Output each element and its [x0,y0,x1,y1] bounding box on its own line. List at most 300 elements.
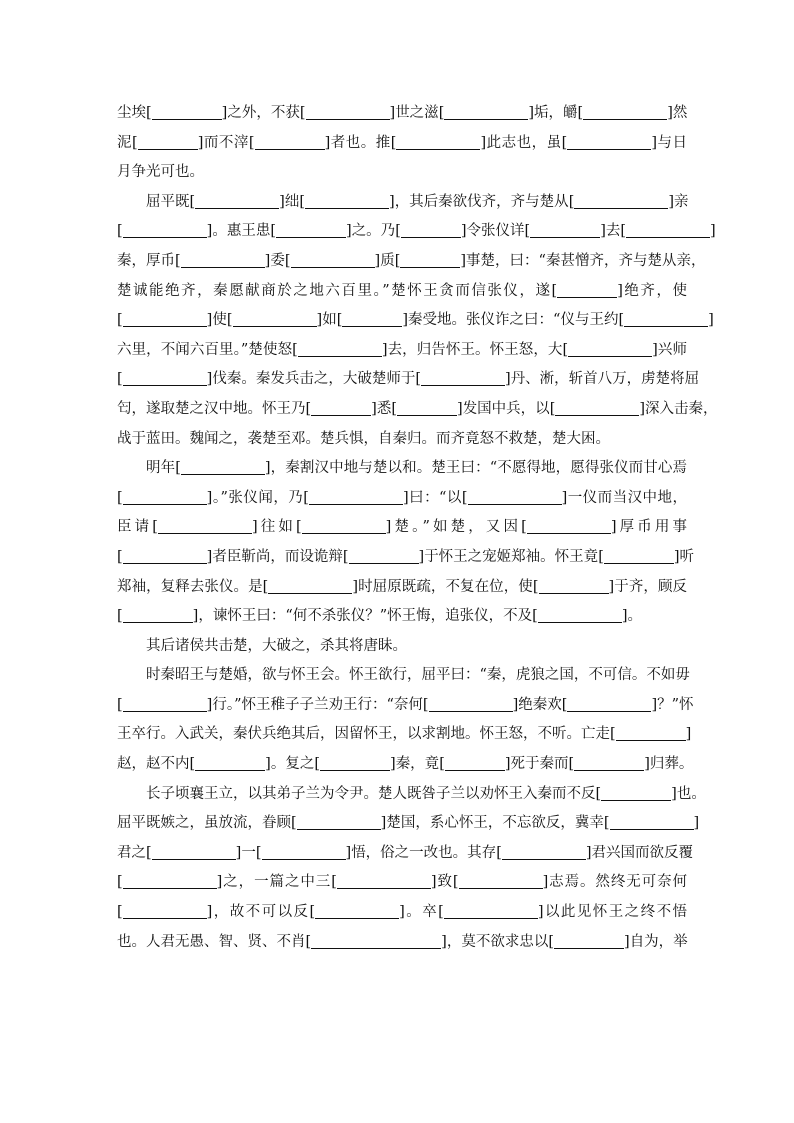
text-line [117,277,687,307]
bracket-close: ] [265,756,271,773]
blank-underline[interactable] [604,549,674,564]
text-segment: 伐秦。秦发兵击之，大破楚师于 [212,371,416,388]
blank-underline[interactable] [610,815,694,830]
bracket-open: [ [395,223,401,240]
fill-blank[interactable] [146,99,227,129]
bracket-close: ] [251,519,258,536]
bracket-close: ] [460,252,467,269]
bracket-close: ] [608,578,615,595]
text-line [117,484,687,514]
fill-blank[interactable] [331,868,436,898]
text-segment: 楚国，系心怀王，不忘欲反，冀幸 [386,815,604,832]
text-segment: 悟，俗之一改也。其存 [351,844,497,861]
bracket-close: ] [668,193,675,210]
bracket-close: ] [402,312,409,329]
bracket-open: [ [299,193,306,210]
blank-underline[interactable] [311,401,371,416]
text-segment: 屈平既嫉之，虽放流，眷顾 [117,815,291,832]
text-line [117,306,714,336]
text-segment: 战于蓝田。魏闻之，袭楚至邓。楚兵惧，自秦归。而齐竟怒不救楚，楚大困。 [117,430,610,447]
bracket-open: [ [117,223,123,240]
blank-underline[interactable] [502,845,586,860]
bracket-open: [ [394,252,401,269]
fill-blank[interactable] [175,247,270,277]
blank-underline[interactable] [468,490,562,505]
fill-blank[interactable] [496,839,591,869]
fill-blank[interactable] [117,543,212,573]
blank-underline[interactable] [429,697,513,712]
bracket-open: [ [175,460,181,477]
blank-underline[interactable] [152,105,222,120]
blank-underline[interactable] [568,342,652,357]
text-segment: 厚币用事 [616,519,688,536]
bracket-close: ] [652,341,658,358]
fill-blank[interactable] [117,217,212,247]
fill-blank[interactable] [256,839,351,869]
fill-blank[interactable] [552,277,623,307]
blank-underline[interactable] [315,904,399,919]
blank-underline[interactable] [527,519,611,534]
bracket-open: [ [562,341,569,358]
fill-blank[interactable] [391,395,462,425]
fill-blank[interactable] [525,217,606,247]
text-line [117,928,687,958]
text-segment: 绝齐，使 [622,282,687,299]
text-segment: ？”怀 [657,696,694,713]
blank-underline[interactable] [123,904,207,919]
fill-blank[interactable] [263,573,358,603]
blank-underline[interactable] [624,312,708,327]
bracket-close: ] [600,223,606,240]
blank-underline[interactable] [342,312,402,327]
blank-underline[interactable] [311,934,441,949]
fill-blank[interactable] [598,543,679,573]
bracket-open: [ [336,312,343,329]
blank-underline[interactable] [538,608,622,623]
text-segment: 事楚，曰：“秦甚憎齐，齐与楚从亲， [466,252,706,269]
bracket-close: ] [206,312,213,329]
fill-blank[interactable] [569,188,674,218]
bracket-close: ] [402,489,409,506]
fill-blank[interactable] [175,454,270,484]
bracket-open: [ [561,134,568,151]
bracket-close: ] [216,874,223,891]
blank-underline[interactable] [152,845,236,860]
blank-underline[interactable] [181,460,265,475]
bracket-open: [ [390,134,397,151]
bracket-open: [ [303,489,309,506]
fill-blank[interactable] [314,750,395,780]
blank-underline[interactable] [320,756,390,771]
bracket-open: [ [299,105,306,121]
text-segment: 秦，竟 [395,756,440,773]
text-line [117,247,706,277]
bracket-close: ] [667,105,673,121]
text-segment: 时屈原既疏，不复在位，使 [358,578,533,595]
blank-underline[interactable] [262,845,346,860]
bracket-close: ] [457,400,463,417]
fill-blank[interactable] [453,868,548,898]
text-line [117,336,687,366]
bracket-open: [ [117,371,123,388]
bracket-close: ] [385,519,392,536]
bracket-close: ] [390,756,396,773]
text-segment: 明年 [146,460,176,477]
bracket-close: ] [460,223,467,240]
bracket-open: [ [595,785,602,802]
blank-underline[interactable] [255,135,325,150]
text-segment: 此志也，虽 [486,134,562,151]
bracket-close: ] [206,696,213,713]
fill-blank[interactable] [300,99,395,129]
blank-underline[interactable] [268,579,352,594]
blank-underline[interactable] [305,194,389,209]
bracket-close: ] [651,134,658,151]
text-segment: 丹、淅，斩首八万，虏楚将屈 [510,371,700,388]
text-segment: 泥 [117,134,133,151]
bracket-open: [ [262,578,269,595]
blank-underline[interactable] [554,934,624,949]
bracket-open: [ [314,756,321,773]
fill-blank[interactable] [618,306,713,336]
bracket-close: ] [399,904,405,921]
fill-blank[interactable] [117,484,212,514]
fill-blank[interactable] [415,365,510,395]
bracket-open: [ [255,844,262,861]
blank-underline[interactable] [123,549,207,564]
text-segment: 秦，厚币 [117,252,175,269]
text-segment: ，秦割汉中地与楚以和。楚王曰：“不愿得地，愿得张仪而甘心焉 [270,460,687,477]
fill-blank[interactable] [117,602,198,632]
fill-blank[interactable] [117,365,212,395]
fill-blank[interactable] [438,898,543,928]
text-line [117,898,687,928]
text-segment: 垢，皭 [534,105,578,121]
text-segment: 楚诚能绝齐，秦愿献商於之地六百里。”楚怀王贪而信张仪，遂 [117,282,552,299]
text-segment: 尘埃 [117,105,146,121]
fill-blank[interactable] [563,336,658,366]
fill-blank[interactable] [249,129,330,159]
text-segment: 。”张仪闻，乃 [212,489,304,506]
text-line [117,602,687,632]
bracket-close: ] [639,400,646,417]
fill-blank[interactable] [152,513,257,543]
blank-underline[interactable] [459,874,543,889]
fill-blank[interactable] [391,129,486,159]
bracket-open: [ [117,312,123,329]
blank-underline[interactable] [123,697,207,712]
bracket-open: [ [439,756,445,773]
bracket-open: [ [532,608,538,625]
fill-blank[interactable] [596,780,677,810]
bracket-open: [ [284,252,291,269]
blank-underline[interactable] [306,105,390,120]
text-segment: 。卒 [404,904,439,921]
fill-blank[interactable] [521,513,616,543]
blank-underline[interactable] [601,786,671,801]
document-page [117,99,718,957]
blank-underline[interactable] [337,874,431,889]
blank-underline[interactable] [530,223,600,238]
fill-blank[interactable] [337,306,408,336]
text-segment: 郑袖，复释去张仪。是 [117,578,263,595]
blank-underline[interactable] [401,223,461,238]
fill-blank[interactable] [562,691,657,721]
text-segment: 死于秦而 [510,756,569,773]
fill-blank[interactable] [569,750,650,780]
blank-underline[interactable] [555,401,639,416]
text-segment: 者也。推 [330,134,391,151]
fill-blank[interactable] [291,809,386,839]
bracket-close: ] [673,548,680,565]
text-segment: 悉 [376,400,392,417]
bracket-open: [ [117,904,123,921]
text-segment: 也。 [676,785,706,802]
text-segment: ，故不可以反 [212,904,310,921]
text-segment: 质 [380,252,395,269]
fill-blank[interactable] [303,484,408,514]
fill-blank[interactable] [117,306,212,336]
fill-blank[interactable] [227,306,322,336]
bracket-open: [ [521,519,527,536]
text-line [117,691,694,721]
bracket-open: [ [391,400,398,417]
bracket-open: [ [117,696,123,713]
blank-underline[interactable] [195,756,265,771]
blank-underline[interactable] [195,194,279,209]
text-line [117,661,690,691]
blank-underline[interactable] [123,608,193,623]
bracket-open: [ [132,134,138,151]
text-line [117,839,694,869]
text-segment: 以此见怀王之终不悟 [543,904,688,921]
blank-underline[interactable] [309,490,403,505]
blank-underline[interactable] [444,105,528,120]
bracket-open: [ [175,252,181,269]
text-segment: 之，一篇之中三 [222,874,332,891]
fill-blank[interactable] [296,513,391,543]
text-segment: 行。”怀王稚子子兰劝王行：“奈何 [212,696,423,713]
blank-underline[interactable] [123,874,217,889]
blank-underline[interactable] [302,519,386,534]
blank-underline[interactable] [421,371,505,386]
fill-blank[interactable] [462,484,567,514]
blank-underline[interactable] [276,223,346,238]
fill-blank[interactable] [292,336,387,366]
fill-blank[interactable] [562,129,657,159]
blank-underline[interactable] [574,194,668,209]
fill-blank[interactable] [117,898,212,928]
fill-blank[interactable] [117,691,212,721]
bracket-open: [ [331,874,337,891]
text-segment: 委 [270,252,285,269]
blank-underline[interactable] [626,223,710,238]
bracket-close: ] [644,756,650,773]
text-line [117,395,718,425]
fill-blank[interactable] [285,247,380,277]
text-segment: 使 [212,312,227,329]
fill-blank[interactable] [117,868,222,898]
text-segment: 一 [241,844,256,861]
fill-blank[interactable] [343,543,424,573]
text-segment: ，谏怀王曰：“何不杀张仪？”怀王悔，追张仪，不及 [198,608,533,625]
fill-blank[interactable] [439,750,510,780]
blank-underline[interactable] [298,342,382,357]
bracket-open: [ [226,312,233,329]
fill-blank[interactable] [190,188,285,218]
bracket-open: [ [305,933,312,950]
text-segment: 君兴国而欲反覆 [591,844,694,861]
text-segment: 屈平既 [146,193,190,210]
bracket-close: ] [374,252,381,269]
blank-underline[interactable] [233,312,317,327]
text-segment: 之。乃 [351,223,396,240]
text-segment: 致 [436,874,453,891]
bracket-open: [ [189,756,196,773]
text-line [117,750,694,780]
blank-underline[interactable] [557,283,617,298]
text-segment: 君之 [117,844,146,861]
text-segment: 兴师 [657,341,687,358]
bracket-open: [ [292,341,298,358]
fill-blank[interactable] [395,217,466,247]
bracket-close: ] [381,341,388,358]
text-segment: 匄，遂取楚之汉中地。怀王乃 [117,400,306,417]
blank-underline[interactable] [297,815,381,830]
blank-underline[interactable] [583,105,667,120]
bracket-close: ] [418,548,425,565]
bracket-open: [ [305,400,312,417]
blank-underline[interactable] [616,726,686,741]
bracket-open: [ [291,815,297,832]
fill-blank[interactable] [299,188,394,218]
blank-underline[interactable] [445,756,505,771]
fill-blank[interactable] [395,247,466,277]
bracket-open: [ [146,105,152,121]
bracket-open: [ [610,726,616,743]
bracket-close: ] [235,844,242,861]
text-segment: 。惠王患 [212,223,271,240]
text-segment: 。复之 [270,756,315,773]
blank-underline[interactable] [158,519,252,534]
blank-underline[interactable] [291,253,375,268]
blank-underline[interactable] [123,312,207,327]
bracket-close: ] [621,608,628,625]
blank-underline[interactable] [349,549,419,564]
text-segment: 绌 [284,193,300,210]
text-segment: 归葬。 [649,756,694,773]
blank-underline[interactable] [123,490,207,505]
bracket-close: ] [371,400,377,417]
fill-blank[interactable] [306,395,377,425]
fill-blank[interactable] [550,395,645,425]
blank-underline[interactable] [567,697,651,712]
bracket-close: ] [708,312,714,329]
bracket-open: [ [270,223,277,240]
bracket-close: ] [441,933,447,950]
bracket-open: [ [117,608,123,625]
bracket-close: ] [206,223,213,240]
text-line [117,720,692,750]
blank-underline[interactable] [396,135,480,150]
fill-blank[interactable] [423,691,518,721]
bracket-open: [ [548,933,555,950]
text-line [117,365,700,395]
bracket-open: [ [551,282,558,299]
blank-underline[interactable] [567,135,651,150]
text-line [117,780,706,810]
text-segment: 赵，赵不内 [117,756,190,773]
blank-underline[interactable] [400,253,460,268]
bracket-open: [ [152,519,158,536]
bracket-open: [ [117,548,123,565]
text-line [117,868,687,898]
bracket-open: [ [342,548,349,565]
text-segment: 而不滓 [203,134,249,151]
blank-underline[interactable] [444,904,538,919]
text-segment: 听 [679,548,695,565]
fill-blank[interactable] [533,573,614,603]
blank-underline[interactable] [539,579,609,594]
fill-blank[interactable] [610,720,691,750]
bracket-open: [ [248,134,255,151]
bracket-open: [ [117,489,123,506]
bracket-open: [ [618,312,625,329]
bracket-close: ] [389,105,396,121]
bracket-close: ] [624,933,630,950]
bracket-close: ] [542,874,549,891]
bracket-open: [ [415,371,422,388]
bracket-close: ] [264,252,271,269]
fill-blank[interactable] [532,602,627,632]
bracket-close: ] [345,844,352,861]
fill-blank[interactable] [270,217,351,247]
bracket-open: [ [496,844,502,861]
fill-blank[interactable] [146,839,241,869]
fill-blank[interactable] [439,99,534,129]
bracket-open: [ [603,815,610,832]
bracket-close: ] [264,460,271,477]
blank-underline[interactable] [574,756,644,771]
blank-underline[interactable] [181,253,265,268]
text-segment: 其后诸侯共击楚，大破之，杀其将唐眛。 [146,637,407,654]
text-segment: 然 [672,105,688,121]
bracket-close: ] [192,608,199,625]
text-line [117,158,687,188]
fill-blank[interactable] [578,99,673,129]
text-segment: 长子顷襄王立，以其弟子兰为令尹。楚人既咎子兰以劝怀王入秦而不反 [146,785,596,802]
text-segment: 者臣靳尚，而设诡辩 [212,548,343,565]
bracket-close: ] [617,282,623,299]
blank-underline[interactable] [123,371,207,386]
text-segment: 一仪而当汉中地， [567,489,687,506]
text-segment: 六里，不闻六百里。”楚使怒 [117,341,293,358]
bracket-open: [ [309,904,316,921]
fill-blank[interactable] [548,928,629,958]
bracket-open: [ [568,193,575,210]
bracket-close: ] [206,548,213,565]
fill-blank[interactable] [190,750,271,780]
fill-blank[interactable] [620,217,715,247]
fill-blank[interactable] [604,809,699,839]
fill-blank[interactable] [309,898,404,928]
blank-underline[interactable] [123,223,207,238]
bracket-close: ] [528,105,535,121]
blank-underline[interactable] [138,135,198,150]
fill-blank[interactable] [306,928,447,958]
fill-blank[interactable] [132,129,203,159]
blank-underline[interactable] [397,401,457,416]
